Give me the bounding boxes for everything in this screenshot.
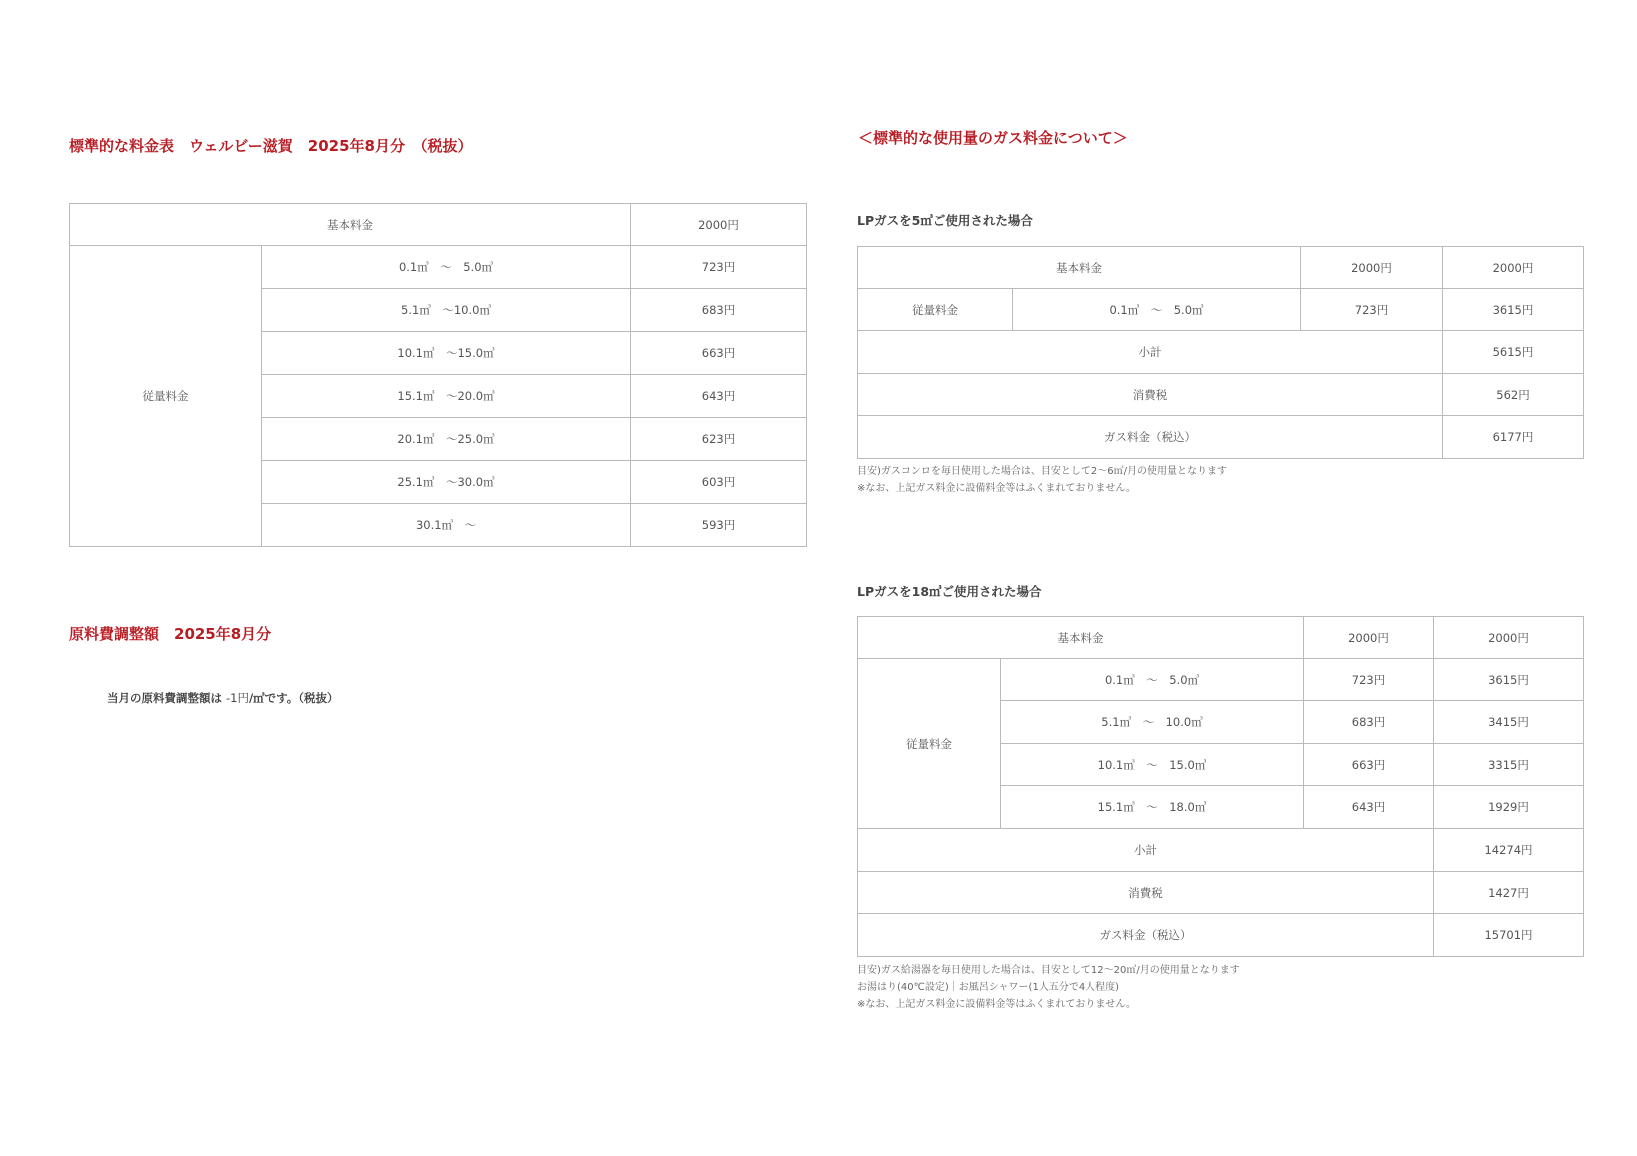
adjustment-title: 原料費調整額 2025年8月分 [69,625,272,643]
base-fee-rate: 2000円 [1301,247,1443,289]
base-fee-amount: 2000円 [1443,247,1584,289]
base-fee-value: 2000円 [631,204,807,246]
usage-range: 0.1㎥ ～ 5.0㎥ [1001,659,1304,701]
usage-amount: 3315円 [1434,744,1584,786]
usage-price: 723円 [1304,659,1434,701]
usage-range: 10.1㎥ ～15.0㎥ [262,332,631,375]
usage-amount: 1929円 [1434,786,1584,829]
usage-price: 663円 [631,332,807,375]
case-18-notes [857,962,1240,1013]
tax-value: 562円 [1443,374,1584,416]
usage-price: 593円 [631,504,807,547]
table-row [858,331,1584,374]
note-line: ※なお、上記ガス料金に設備料金等はふくまれておりません。 [857,483,1136,494]
table-row [858,914,1584,957]
usage-price: 663円 [1304,744,1434,786]
table-row [70,246,807,289]
adjustment-value: -1円 [226,691,249,705]
usage-range: 15.1㎥ ～ 18.0㎥ [1001,786,1304,829]
table-row [858,374,1584,416]
total-value: 15701円 [1434,914,1584,957]
usage-range: 5.1㎥ ～ 10.0㎥ [1001,701,1304,744]
case-18-title: LPガスを18㎥ご使用された場合 [857,584,1042,599]
total-label: ガス料金（税込） [858,416,1443,459]
usage-range: 15.1㎥ ～20.0㎥ [262,375,631,418]
usage-range: 10.1㎥ ～ 15.0㎥ [1001,744,1304,786]
table-row [858,659,1584,701]
note-line: ※なお、上記ガス料金に設備料金等はふくまれておりません。 [857,999,1136,1010]
case-5-title: LPガスを5㎥ご使用された場合 [857,213,1033,228]
adjustment-text-prefix: 当月の原料費調整額は [107,691,222,705]
usage-price: 723円 [631,246,807,289]
case-18-table [857,616,1584,957]
case-5-table [857,246,1584,459]
base-fee-label: 基本料金 [858,247,1301,289]
usage-range: 5.1㎥ ～10.0㎥ [262,289,631,332]
subtotal-value: 5615円 [1443,331,1584,374]
tax-label: 消費税 [858,374,1443,416]
total-value: 6177円 [1443,416,1584,459]
usage-range: 30.1㎥ ～ [262,504,631,547]
subtotal-value: 14274円 [1434,829,1584,872]
rate-table-title: 標準的な料金表 ウェルビー滋賀 2025年8月分 （税抜） [69,137,473,155]
note-line: 目安)ガス給湯器を毎日使用した場合は、目安として12～20㎥/月の使用量となります [857,965,1240,976]
usage-range: 20.1㎥ ～25.0㎥ [262,418,631,461]
note-line: お湯はり(40℃設定)｜お風呂シャワー(1人五分で4人程度) [857,982,1120,993]
standard-rate-table [69,203,807,547]
case-5-notes [857,463,1227,497]
adjustment-text-suffix: /㎥です。（税抜） [248,691,339,705]
subtotal-label: 小計 [858,331,1443,374]
usage-fee-label: 従量料金 [70,246,262,547]
table-row [858,416,1584,459]
usage-fee-label: 従量料金 [858,289,1013,331]
usage-price: 723円 [1301,289,1443,331]
table-row [858,829,1584,872]
standard-usage-title: ＜標準的な使用量のガス料金について＞ [858,129,1128,147]
table-row [858,247,1584,289]
usage-price: 623円 [631,418,807,461]
base-fee-amount: 2000円 [1434,617,1584,659]
base-fee-label: 基本料金 [70,204,631,246]
table-row [858,289,1584,331]
usage-price: 643円 [631,375,807,418]
usage-range: 25.1㎥ ～30.0㎥ [262,461,631,504]
usage-price: 683円 [631,289,807,332]
usage-amount: 3415円 [1434,701,1584,744]
table-row [858,872,1584,914]
table-row [858,617,1584,659]
subtotal-label: 小計 [858,829,1434,872]
adjustment-text [107,690,339,706]
usage-range: 0.1㎥ ～ 5.0㎥ [262,246,631,289]
tax-value: 1427円 [1434,872,1584,914]
usage-fee-label: 従量料金 [858,659,1001,829]
base-fee-row [70,204,807,246]
usage-price: 643円 [1304,786,1434,829]
usage-price: 683円 [1304,701,1434,744]
base-fee-label: 基本料金 [858,617,1304,659]
usage-amount: 3615円 [1434,659,1584,701]
usage-price: 603円 [631,461,807,504]
usage-amount: 3615円 [1443,289,1584,331]
note-line: 目安)ガスコンロを毎日使用した場合は、目安として2～6㎥/月の使用量となります [857,466,1227,477]
total-label: ガス料金（税込） [858,914,1434,957]
base-fee-rate: 2000円 [1304,617,1434,659]
tax-label: 消費税 [858,872,1434,914]
usage-range: 0.1㎥ ～ 5.0㎥ [1013,289,1301,331]
